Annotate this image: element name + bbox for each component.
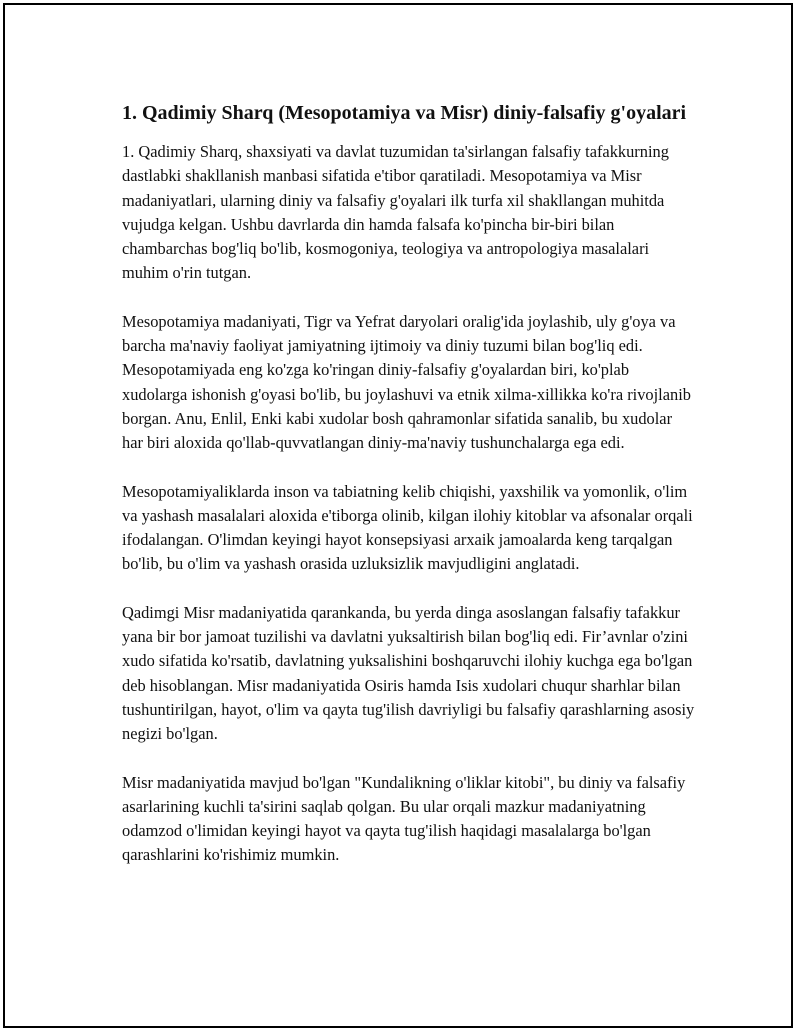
- paragraph-4: Qadimgi Misr madaniyatida qarankanda, bu yerda dinga asoslangan falsafiy tafakkur yana bir bor jamoat tuzilishi va davlatni yuksaltirish bilan bog'liq edi. Fir’avnlar o'zini xudo sifatida ko'rsatib, davlatning yuksalishini boshqaruvchi ilohiy kuchga ega bo'lgan deb hisoblangan. Misr madaniyatida Osiris hamda Isis xudolari chuqur sharhlar bilan tushuntirilgan, hayot, o'lim va qayta tug'ilish davriyligi bu falsafiy qarashlarning asosiy negizi bo'lgan.: [122, 602, 695, 744]
- paragraph-3: Mesopotamiyaliklarda inson va tabiatning kelib chiqishi, yaxshilik va yomonlik, o'lim va yashash masalalari aloxida e'tiborga olinib, kilgan ilohiy kitoblar va afsonalar orqali ifodalangan. O'limdan keyingi hayot konsepsiyasi arxaik jamoalarda keng tarqalgan bo'lib, bu o'lim va yashash orasida uzluksizlik mavjudligini anglatadi.: [122, 481, 693, 574]
- document-title: 1. Qadimiy Sharq (Mesopotamiya va Misr) diniy-falsafiy g'oyalari: [122, 102, 687, 124]
- document-body: [122, 99, 697, 892]
- paragraph-2: Mesopotamiya madaniyati, Tigr va Yefrat daryolari oralig'ida joylashib, uly g'oya va barcha ma'naviy faoliyat jamiyatning ijtimoiy va diniy tuzumi bilan bog'liq edi. Mesopotamiyada eng ko'zga ko'ringan diniy-falsafiy g'oyalardan biri, ko'plab xudolarga ishonish g'oyasi bo'lib, bu joylashuvi va etnik xilma-xillikka ko'ra rivojlanib borgan. Anu, Enlil, Enki kabi xudolar bosh qahramonlar sifatida sanalib, bu xudolar har biri aloxida qo'llab-quvvatlangan diniy-ma'naviy tushunchalarga ega edi.: [122, 311, 691, 453]
- page-frame: [3, 3, 793, 1028]
- paragraph-5: Misr madaniyatida mavjud bo'lgan "Kundalikning o'liklar kitobi", bu diniy va falsafiy asarlarining kuchli ta'sirini saqlab qolgan. Bu ular orqali mazkur madaniyatning odamzod o'limidan keyingi hayot va qayta tug'ilish haqidagi masalalarga bo'lgan qarashlarini ko'rishimiz mumkin.: [122, 772, 686, 865]
- paragraph-1: 1. Qadimiy Sharq, shaxsiyati va davlat tuzumidan ta'sirlangan falsafiy tafakkurning dastlabki shakllanish manbasi sifatida e'tibor qaratiladi. Mesopotamiya va Misr madaniyatlari, ularning diniy va falsafiy g'oyalari ilk turfa xil shakllangan muhitda vujudga kelgan. Ushbu davrlarda din hamda falsafa ko'pincha bir-biri bilan chambarchas bog'liq bo'lib, kosmogoniya, teologiya va antropologiya masalalari muhim o'rin tutgan.: [122, 142, 669, 283]
